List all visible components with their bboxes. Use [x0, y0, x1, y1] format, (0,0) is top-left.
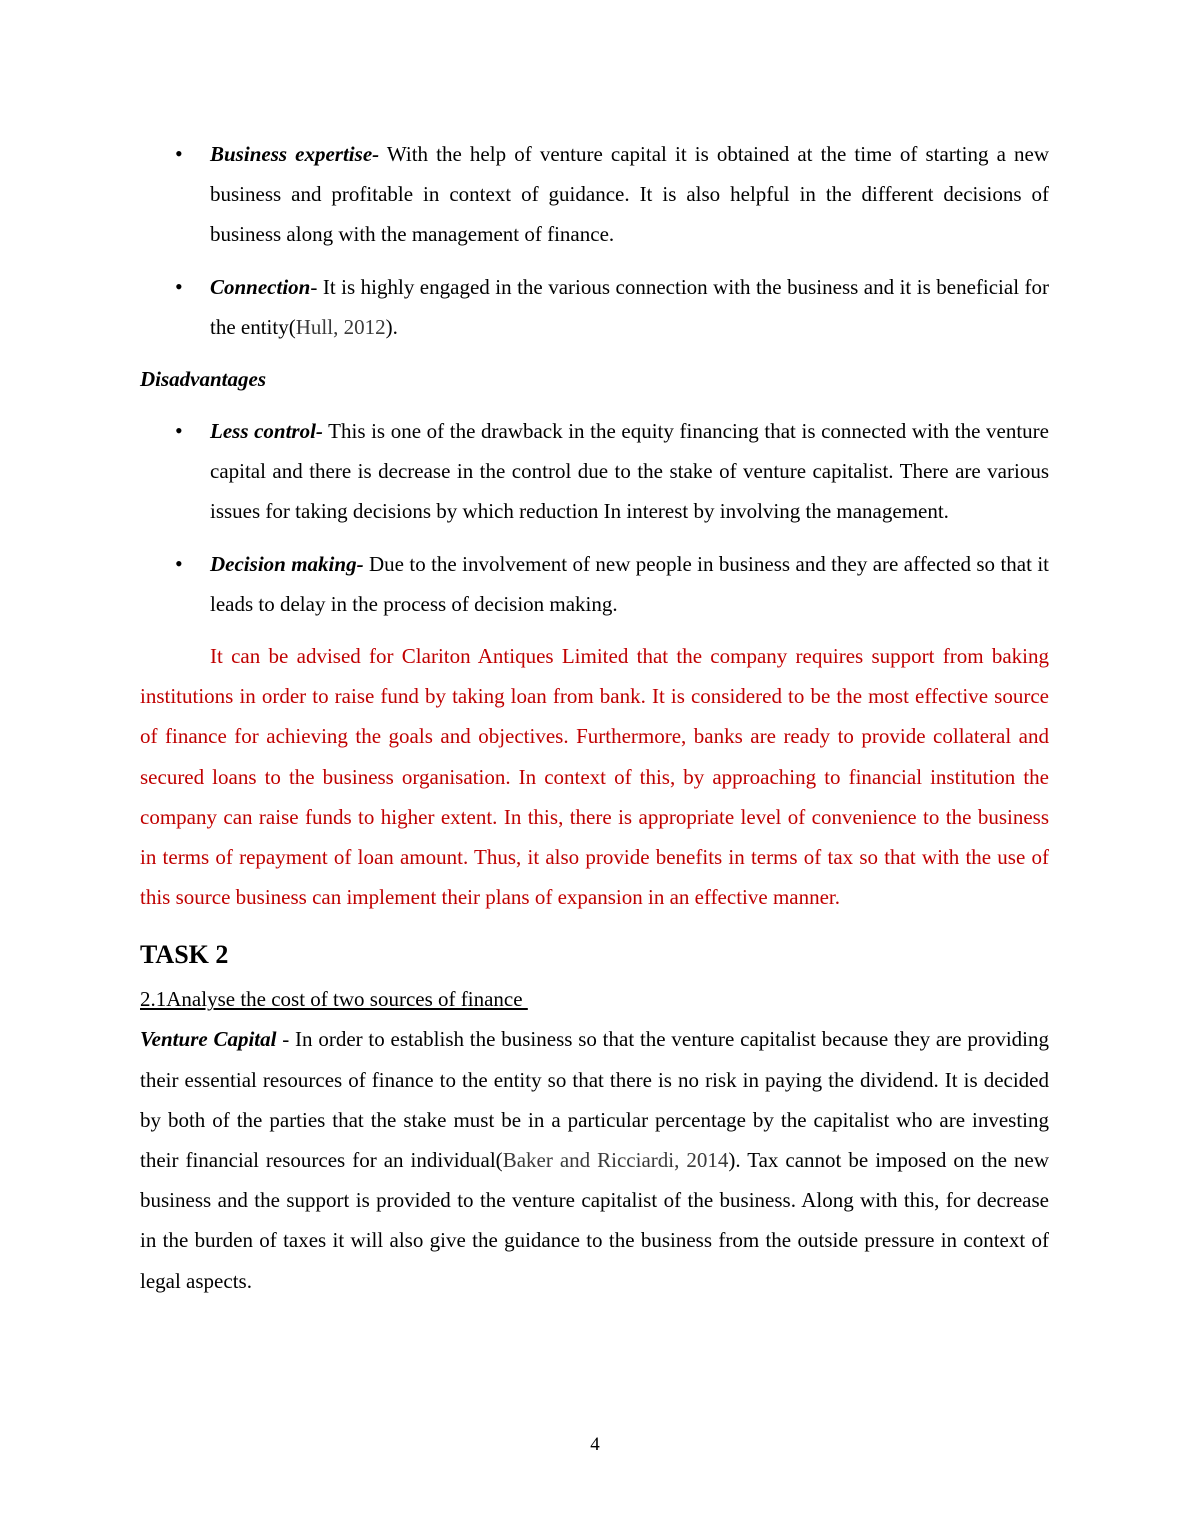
- bullet-text: This is one of the drawback in the equity financing that is connected with the venture capital and there is decrease in the control due to the stake of venture capitalist. There are various issues for taking decisions by which reduction In interest by involving the management.: [210, 419, 1049, 524]
- citation: Hull, 2012: [295, 314, 386, 339]
- bullet-text-end: ).: [385, 314, 398, 339]
- bullet-text: With the help of venture capital it is obtained at the time of starting a new business and profitable in context of guidance. It is also helpful in the different decisions of business along with the management of finance.: [210, 142, 1050, 247]
- advantages-list: [140, 134, 1049, 347]
- disadvantages-heading: Disadvantages: [140, 367, 266, 392]
- list-item: [140, 267, 1049, 347]
- list-item: [140, 134, 1049, 255]
- section-subheading: 2.1Analyse the cost of two sources of finance: [140, 987, 528, 1012]
- paragraph-text: - In order to establish the business so that the venture capitalist because they are providing their essential resources of finance to the entity so that there is no risk in paying the dividend. It is decided by both of the parties that the stake must be in a particular percentage by the capitalist who are investing their financial resources for an individual(: [140, 1027, 1049, 1173]
- bullet-term: Business expertise-: [210, 142, 380, 166]
- list-item: [140, 411, 1049, 532]
- bullet-icon: •: [175, 141, 183, 166]
- bullet-icon: •: [175, 418, 183, 444]
- citation: Baker and Ricciardi, 2014: [502, 1148, 729, 1173]
- bullet-text: Due to the involvement of new people in business and they are affected so that it leads to delay in the process of decision making.: [210, 551, 1050, 616]
- venture-capital-paragraph: [140, 1019, 1049, 1300]
- disadvantages-list: [140, 411, 1049, 624]
- paragraph-term: Venture Capital: [140, 1027, 277, 1052]
- task-heading: TASK 2: [140, 940, 229, 970]
- paragraph-text-end: ). Tax cannot be imposed on the new business and the support is provided to the venture capitalist of the business. Along with this, for decrease in the burden of taxes it will also give the guidance to the business from the outside pressure in context of legal aspects.: [140, 1148, 1049, 1293]
- page-content: [140, 134, 1049, 1301]
- bullet-term: Less control-: [210, 419, 323, 444]
- page-number: 4: [590, 1434, 600, 1455]
- bullet-term: Connection: [210, 274, 311, 299]
- bullet-icon: •: [175, 273, 183, 299]
- bullet-text: - It is highly engaged in the various connection with the business and it is beneficial for the entity(: [210, 274, 1049, 339]
- recommendation-paragraph: It can be advised for Clariton Antiques Limited that the company requires support from baking institutions in order to raise fund by taking loan from bank. It is considered to be the most effective source of finance for achieving the goals and objectives. Furthermore, banks are ready to provide collateral and secured loans to the business organisation. In context of this, by approaching to financial institution the company can raise funds to higher extent. In this, there is appropriate level of convenience to the business in terms of repayment of loan amount. Thus, it also provide benefits in terms of tax so that with the use of this source business can implement their plans of expansion in an effective manner.: [140, 644, 1049, 910]
- bullet-term: Decision making-: [210, 551, 364, 576]
- bullet-icon: •: [175, 550, 183, 576]
- list-item: [140, 544, 1049, 624]
